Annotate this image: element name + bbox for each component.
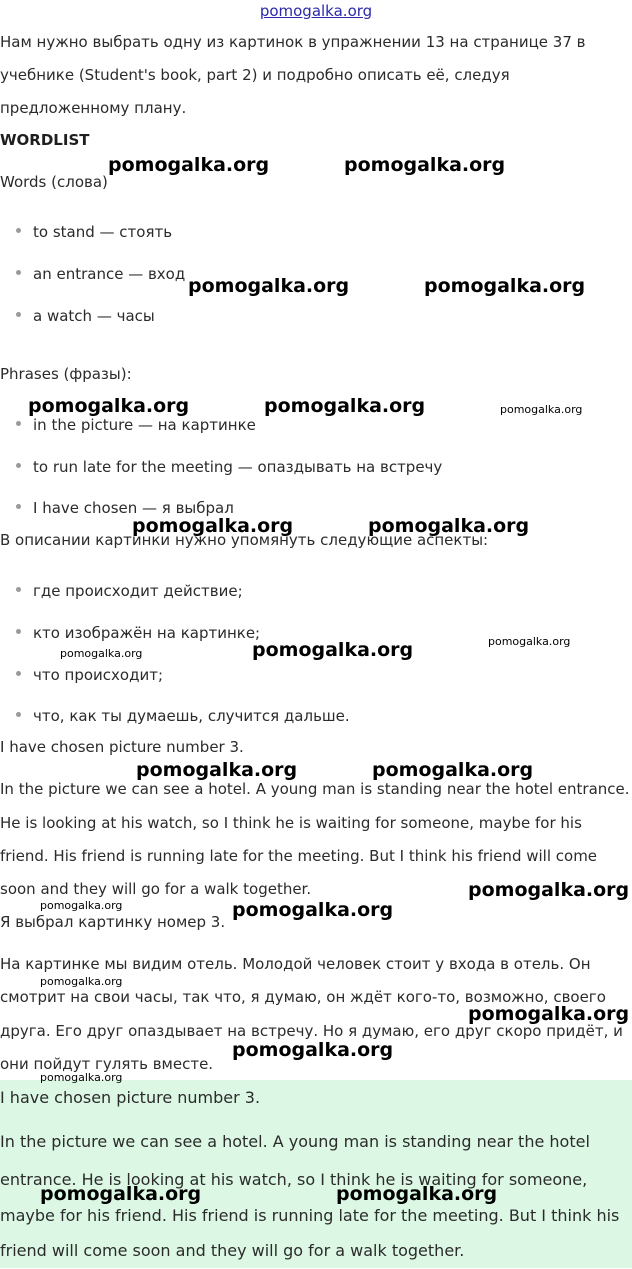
english-line-3: He is looking at his watch, so I think he is waiting for someone, maybe for his [0,814,582,832]
english-line-5: soon and they will go for a walk together. [0,880,312,898]
watermark: pomogalka.org [40,975,123,988]
answer-line-1: I have chosen picture number 3. [0,1088,261,1107]
bullet-icon [16,504,21,509]
watermark: pomogalka.org [232,1039,394,1061]
bullet-icon [16,629,21,634]
answer-line-4: maybe for his friend. His friend is running late for the meeting. But I think his [0,1206,620,1225]
watermark: pomogalka.org [252,639,414,661]
bullet-icon [16,587,21,592]
watermark: pomogalka.org [40,1183,202,1205]
list-item: to stand — стоять [16,223,172,241]
watermark: pomogalka.org [468,879,630,901]
watermark: pomogalka.org [500,403,583,416]
aspects-label: В описании картинки нужно упомянуть следующие аспекты: [0,531,489,549]
russian-line-2: На картинке мы видим отель. Молодой человек стоит у входа в отель. Он [0,955,591,973]
watermark: pomogalka.org [424,275,586,297]
answer-line-5: friend will come soon and they will go for a walk together. [0,1241,465,1260]
bullet-icon [16,421,21,426]
english-line-1: I have chosen picture number 3. [0,738,244,756]
watermark: pomogalka.org [132,515,294,537]
english-line-4: friend. His friend is running late for the meeting. But I think his friend will come [0,847,598,865]
list-item: кто изображён на картинке; [16,624,260,642]
intro-line-3: предложенному плану. [0,99,187,117]
list-item: что, как ты думаешь, случится дальше. [16,707,350,725]
russian-line-5: они пойдут гулять вместе. [0,1055,214,1073]
answer-line-2: In the picture we can see a hotel. A young man is standing near the hotel [0,1132,590,1151]
russian-line-1: Я выбрал картинку номер 3. [0,913,226,931]
bullet-icon [16,463,21,468]
watermark: pomogalka.org [336,1183,498,1205]
watermark: pomogalka.org [60,647,143,660]
list-item: an entrance — вход [16,265,185,283]
site-link[interactable]: pomogalka.org [259,2,373,20]
watermark: pomogalka.org [40,899,123,912]
watermark: pomogalka.org [188,275,350,297]
bullet-icon [16,671,21,676]
watermark: pomogalka.org [28,395,190,417]
watermark: pomogalka.org [108,154,270,176]
list-item: где происходит действие; [16,582,243,600]
bullet-icon [16,228,21,233]
watermark: pomogalka.org [372,759,534,781]
phrases-label: Phrases (фразы): [0,365,132,383]
bullet-icon [16,712,21,717]
watermark: pomogalka.org [264,395,426,417]
list-item: что происходит; [16,666,163,684]
intro-line-1: Нам нужно выбрать одну из картинок в упражнении 13 на странице 37 в [0,33,586,51]
intro-line-2: учебнике (Student's book, part 2) и подробно описать её, следуя [0,66,510,84]
list-item: in the picture — на картинке [16,416,256,434]
words-label: Words (слова) [0,173,108,191]
bullet-icon [16,270,21,275]
answer-box [0,1080,632,1268]
list-item: a watch — часы [16,307,155,325]
russian-line-3: смотрит на свои часы, так что, я думаю, он ждёт кого-то, возможно, своего [0,988,606,1006]
watermark: pomogalka.org [488,635,571,648]
watermark: pomogalka.org [40,1071,123,1084]
bullet-icon [16,312,21,317]
list-item: to run late for the meeting — опаздывать на встречу [16,458,442,476]
wordlist-heading: WORDLIST [0,131,90,149]
watermark: pomogalka.org [344,154,506,176]
russian-line-4: друга. Его друг опаздывает на встречу. Но я думаю, его друг скоро придёт, и [0,1022,623,1040]
watermark: pomogalka.org [368,515,530,537]
list-item: I have chosen — я выбрал [16,499,234,517]
watermark: pomogalka.org [232,899,394,921]
english-line-2: In the picture we can see a hotel. A young man is standing near the hotel entrance. [0,780,630,798]
watermark: pomogalka.org [468,1003,630,1025]
answer-line-3: entrance. He is looking at his watch, so I think he is waiting for someone, [0,1170,588,1189]
watermark: pomogalka.org [136,759,298,781]
